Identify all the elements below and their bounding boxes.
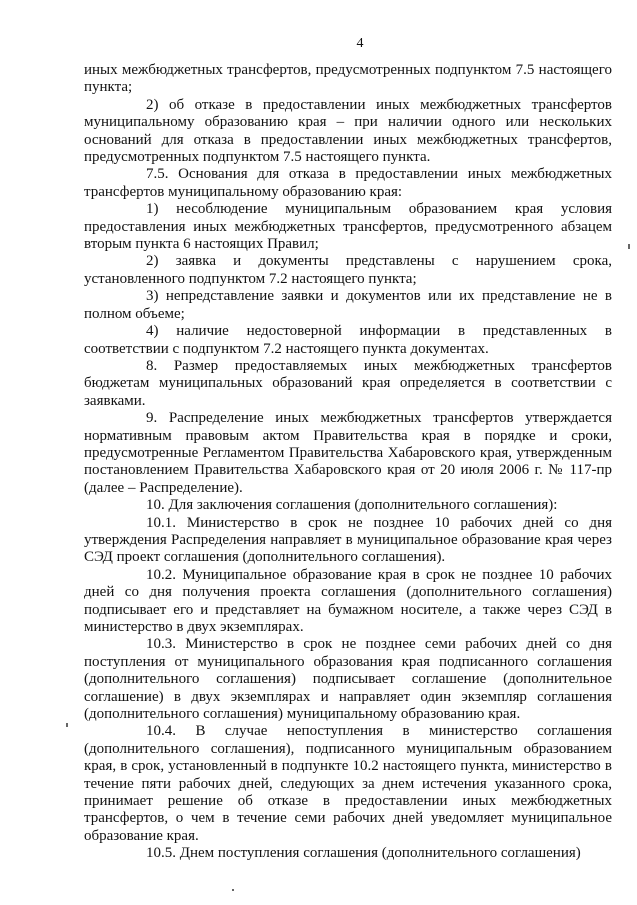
paragraph: 9. Распределение иных межбюджетных трансфертов утверждается нормативным правовым актом Правительства края в порядке и сроки, предусмотренные Регламентом Правительства Хабаровского края, утвержденным постановлением Правительства Хабаровского края от 20 июля 2006 г. № 117-пр (далее – Распределение). xyxy=(84,410,612,496)
paragraph: 7.5. Основания для отказа в предоставлении иных межбюджетных трансфертов муниципальному образованию края: xyxy=(84,166,612,200)
paragraph: 2) заявка и документы представлены с нарушением срока, установленного подпунктом 7.2 настоящего пункта; xyxy=(84,253,612,287)
paragraph: 4) наличие недостоверной информации в представленных в соответствии с подпунктом 7.2 настоящего пункта документах. xyxy=(84,323,612,357)
paragraph: 2) об отказе в предоставлении иных межбюджетных трансфертов муниципальному образованию края – при наличии одного или нескольких оснований для отказа в предоставлении иных межбюджетных трансфертов, предусмотренных подпунктом 7.5 настоящего пункта. xyxy=(84,96,612,166)
scan-speck xyxy=(628,244,630,249)
scan-speck xyxy=(232,889,234,891)
paragraph: 10. Для заключения соглашения (дополнительного соглашения): xyxy=(146,497,558,514)
scan-speck xyxy=(66,723,68,727)
paragraph: 10.2. Муниципальное образование края в срок не позднее 10 рабочих дней со дня получения проекта соглашения (дополнительного соглашения) подписывает его и представляет на бумажном носителе, а также через СЭД в министерство в двух экземплярах. xyxy=(84,566,612,635)
paragraph: 1) несоблюдение муниципальным образованием края условия предоставления иных межбюджетных трансфертов, предусмотренного абзацем вторым пункта 6 настоящих Правил; xyxy=(84,201,612,253)
paragraph: 10.4. В случае непоступления в министерство соглашения (дополнительного соглашения), подписанного муниципальным образованием края, в срок, установленный в подпункте 10.2 настоящего пункта, министерство в течение пяти рабочих дней, следующих за днем истечения указанного срока, принимает решение об отказе в предоставлении иных межбюджетных трансфертов, о чем в течение семи рабочих дней уведомляет муниципальное образование края. xyxy=(84,723,612,844)
paragraph: иных межбюджетных трансфертов, предусмотренных подпунктом 7.5 настоящего пункта; xyxy=(84,62,612,96)
paragraph: 8. Размер предоставляемых иных межбюджетных трансфертов бюджетам муниципальных образований края определяется в соответствии с заявками. xyxy=(84,357,612,409)
paragraph: 10.3. Министерство в срок не позднее семи рабочих дней со дня поступления от муниципального образования края подписанного соглашения (дополнительного соглашения) подписывает соглашение (дополнительное соглашение) в двух экземплярах и направляет один экземпляр соглашения (дополнительного соглашения) муниципальному образованию края. xyxy=(84,636,612,723)
document-body xyxy=(84,62,612,863)
paragraph: 10.5. Днем поступления соглашения (дополнительного соглашения) xyxy=(146,845,581,862)
paragraph: 10.1. Министерство в срок не позднее 10 рабочих дней со дня утверждения Распределения направляет в муниципальное образование края через СЭД проект соглашения (дополнительного соглашения). xyxy=(84,514,612,566)
page-number: 4 xyxy=(356,36,364,51)
paragraph: 3) непредставление заявки и документов или их представление не в полном объеме; xyxy=(84,288,612,322)
